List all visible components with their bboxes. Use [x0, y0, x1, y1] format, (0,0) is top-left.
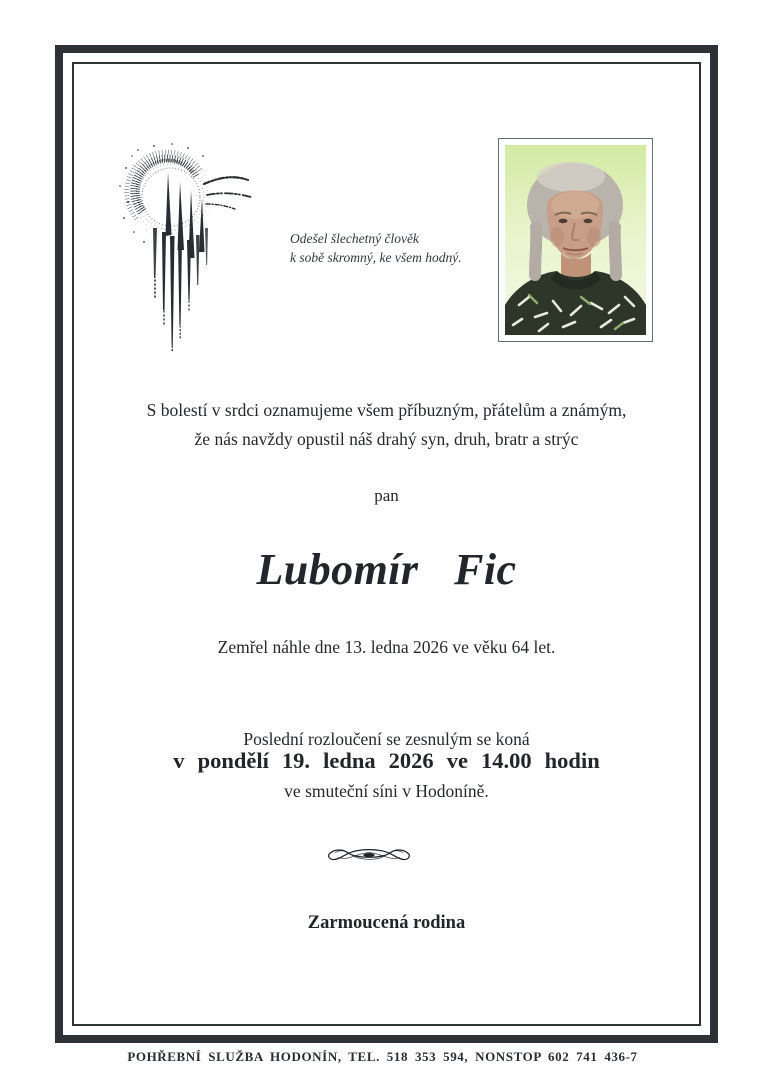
farewell-line-1: Poslední rozloučení se zesnulým se koná [243, 729, 530, 749]
flourish-ornament-icon [55, 845, 718, 871]
announcement-line-2: že nás navždy opustil náš drahý syn, druh, bratr a strýc [194, 428, 579, 449]
memorial-quote-line-1: Odešel šlechetný člověk [290, 231, 419, 246]
moon-willow-ink-art-icon [108, 140, 258, 355]
memorial-quote-line-2: k sobě skromný, ke všem hodný. [290, 250, 462, 265]
family-signature: Zarmoucená rodina [307, 913, 466, 933]
portrait-photo [498, 138, 653, 342]
funeral-service-footer: POHŘEBNÍ SLUŽBA HODONÍN, TEL. 518 353 594, NONSTOP 602 741 436-7 [127, 1049, 638, 1064]
death-notice: Zemřel náhle dne 13. ledna 2026 ve věku 64 let. [217, 637, 556, 657]
honorific: pan [374, 486, 399, 505]
announcement-line-1: S bolestí v srdci oznamujeme všem příbuzným, přátelům a známým, [146, 400, 627, 420]
announcement-text [55, 396, 718, 453]
farewell-location: ve smuteční síni v Hodoníně. [284, 781, 489, 801]
farewell-date-time: v pondělí 19. ledna 2026 ve 14.00 hodin [173, 748, 600, 773]
memorial-quote [290, 229, 462, 267]
deceased-name: Lubomír Fic [256, 545, 517, 594]
